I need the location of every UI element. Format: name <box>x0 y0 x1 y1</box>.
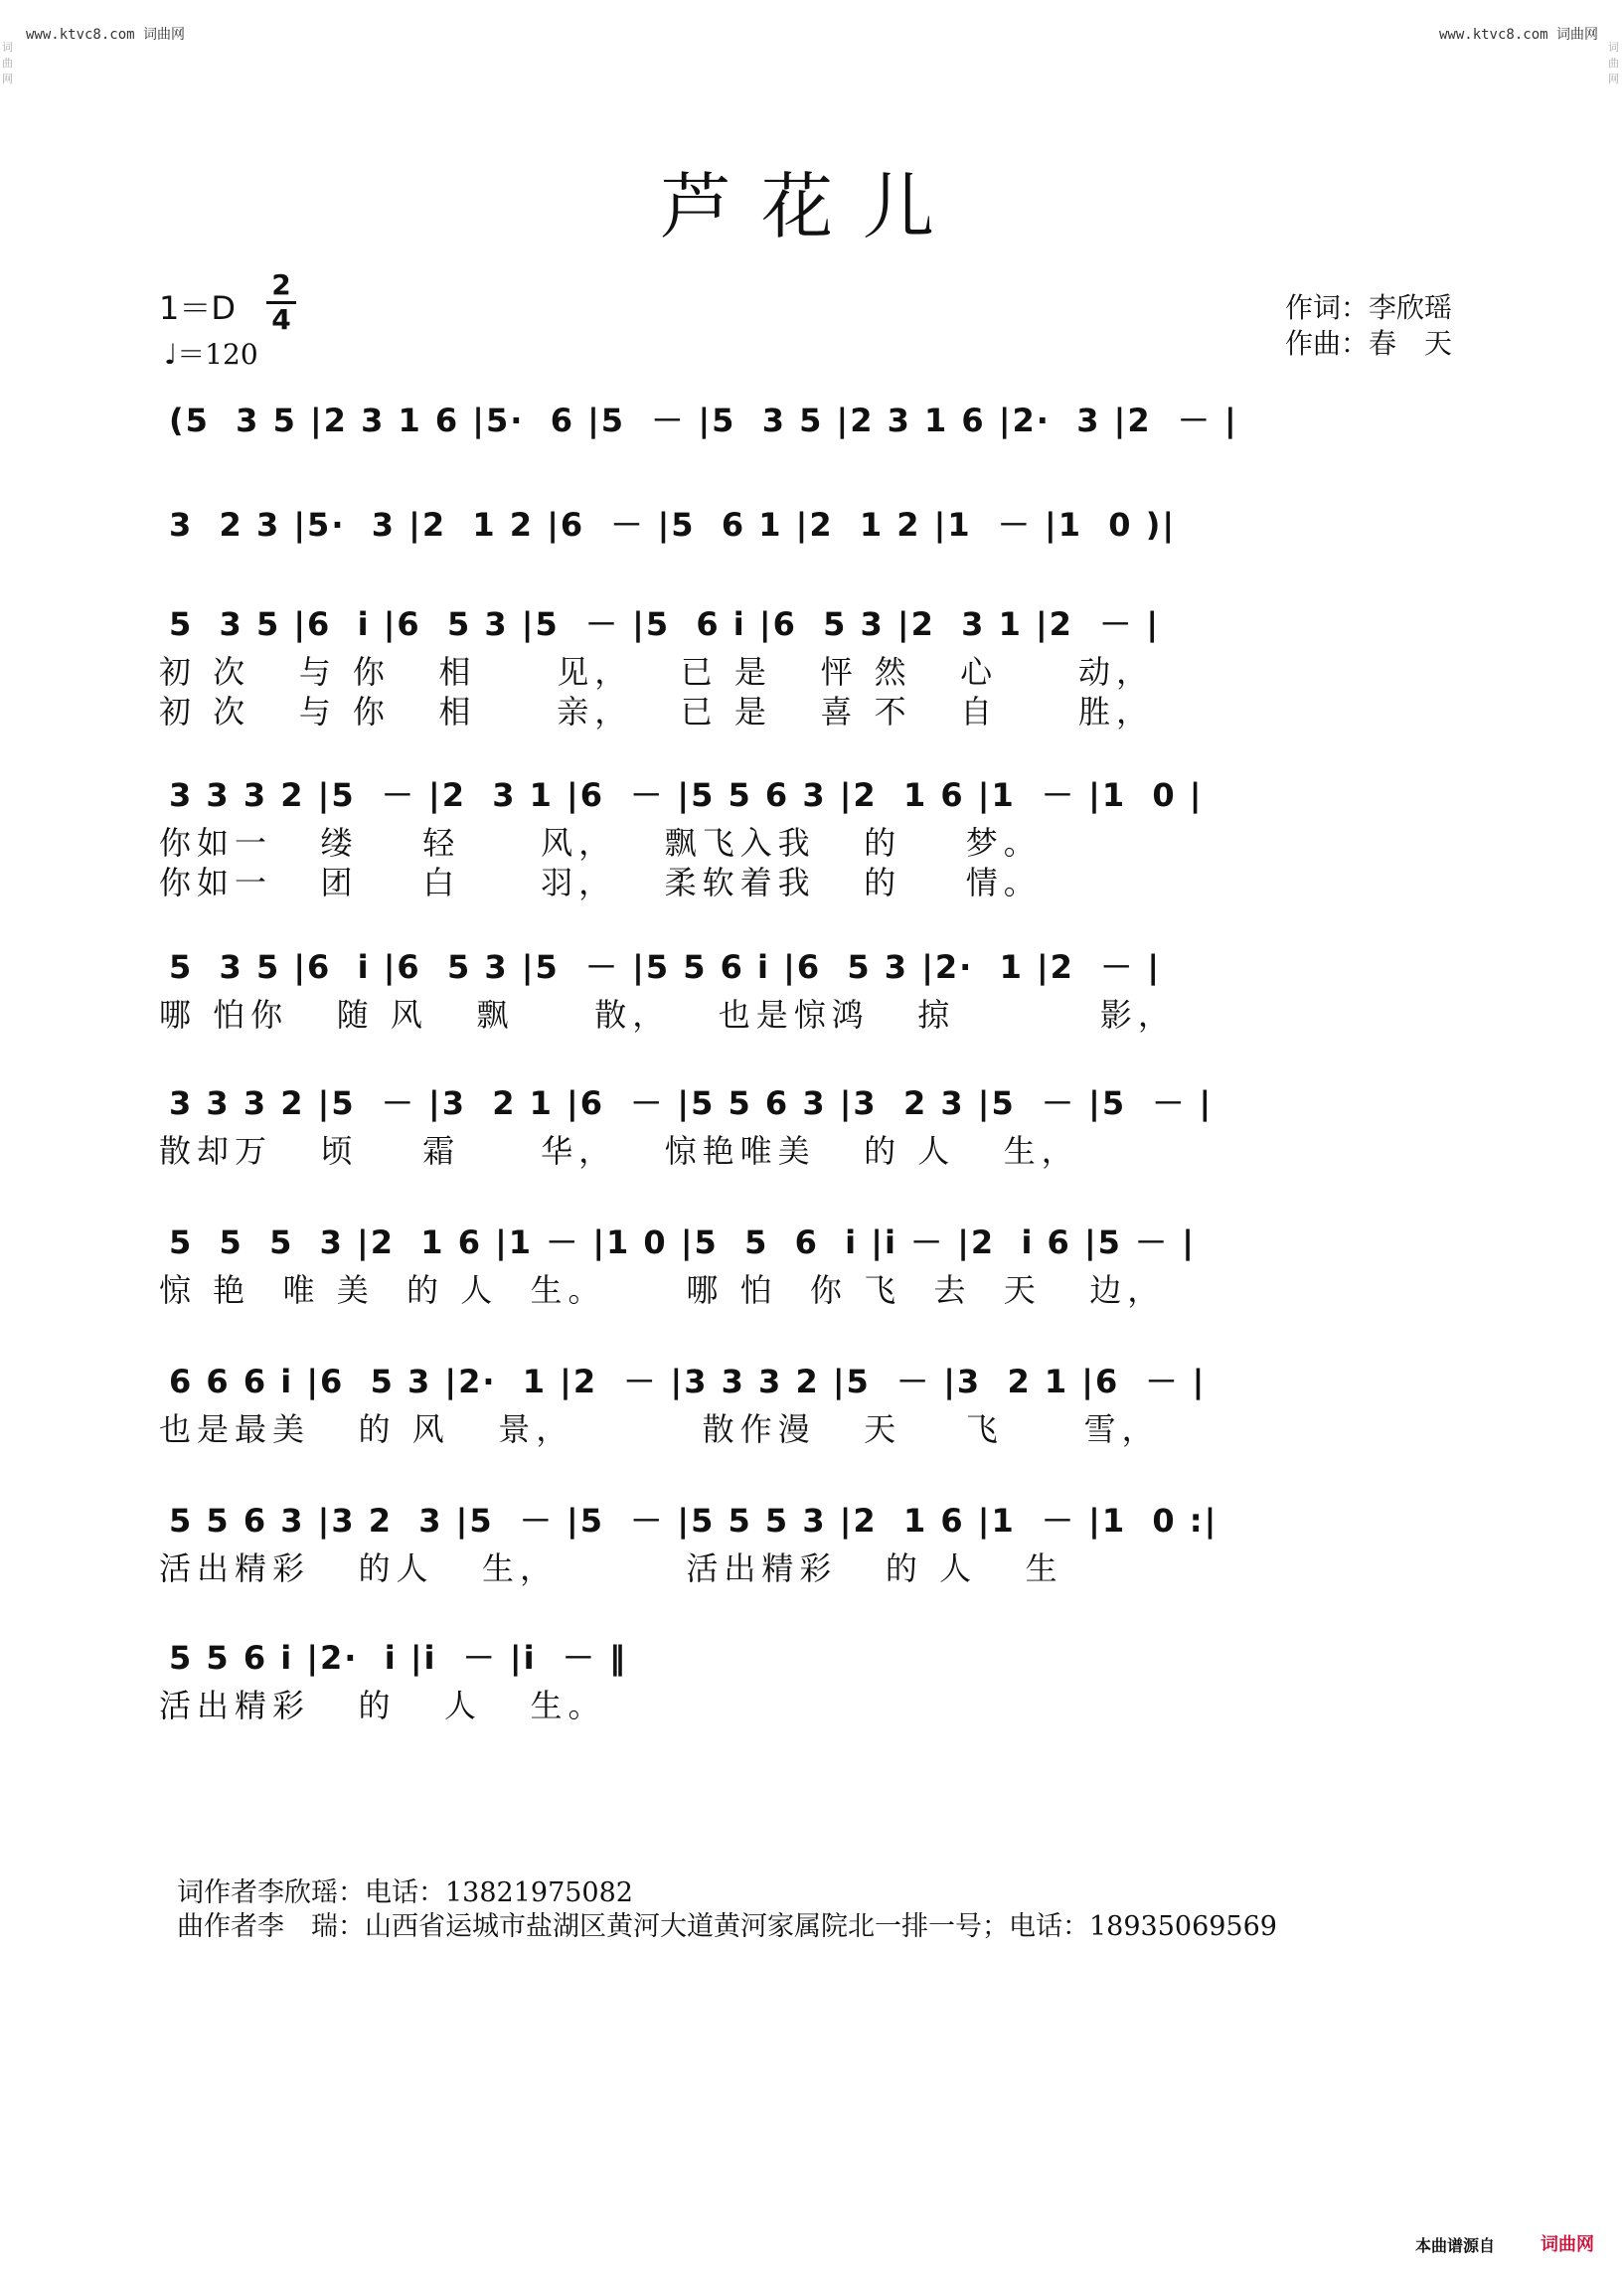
score-system <box>159 939 1481 1035</box>
jianpu-notes: 5 5 5 3 |2 1 6 |1 － |1 0 |5 5 6 i |i － |2 i 6 |5 － | <box>169 1223 1196 1261</box>
notation-line <box>159 393 1481 448</box>
composer-credit: 作曲：春 天 <box>1285 327 1453 360</box>
footer-lyricist-contact: 词作者李欣瑶：电话：13821975082 <box>177 1877 633 1908</box>
lyric-line: 也是最美 的 风 景， 散作漫 天 飞 雪， <box>159 1410 1160 1448</box>
notation-line <box>159 497 1481 553</box>
jianpu-notes: 5 3 5 |6 i |6 5 3 |5 － |5 6 i |6 5 3 |2 3 1 |2 － | <box>169 605 1161 643</box>
footer-contacts <box>177 1876 1277 1944</box>
jianpu-notes: 5 5 6 i |2· i |i － |i － ‖ <box>169 1639 627 1677</box>
header-left-url: www.ktvc8.com 词曲网 <box>26 27 186 43</box>
notation-line <box>159 1215 1481 1270</box>
score-system <box>159 1215 1481 1310</box>
score-system <box>159 1354 1481 1449</box>
lyric-line: 散却万 顷 霜 华， 惊艳唯美 的 人 生， <box>159 1132 1079 1170</box>
jianpu-notes: 6 6 6 i |6 5 3 |2· 1 |2 － |3 3 3 2 |5 － |3 2 1 |6 － | <box>169 1363 1207 1400</box>
jianpu-notes: 5 5 6 3 |3 2 3 |5 － |5 － |5 5 5 3 |2 1 6 |1 － |1 0 :| <box>169 1502 1218 1540</box>
jianpu-notes: 3 3 3 2 |5 － |3 2 1 |6 － |5 5 6 3 |3 2 3 |5 － |5 － | <box>169 1084 1214 1122</box>
source-site: 词曲网 <box>1541 2234 1594 2255</box>
notation-line <box>159 1075 1481 1131</box>
lyric-line: 你如一 团 白 羽， 柔软着我 的 情。 <box>159 864 1042 901</box>
score-system <box>159 596 1481 732</box>
lyric-line: 哪 怕你 随 风 飘 散， 也是惊鸿 掠 影， <box>159 996 1176 1034</box>
score-system <box>159 1630 1481 1725</box>
tempo-marking: ♩＝120 <box>164 338 258 371</box>
score-system <box>159 497 1481 553</box>
lyric-line: 活出精彩 的人 生， 活出精彩 的 人 生 <box>159 1549 1063 1587</box>
score-system <box>159 393 1481 448</box>
meter-bottom: 4 <box>271 303 291 336</box>
notation-line <box>159 1354 1481 1409</box>
time-signature <box>266 270 296 335</box>
header-right-url: www.ktvc8.com 词曲网 <box>1438 27 1598 43</box>
notation-line <box>159 596 1481 652</box>
notation-line <box>159 767 1481 823</box>
lyric-line: 惊 艳 唯 美 的 人 生。 哪 怕 你 飞 去 天 边， <box>159 1271 1166 1309</box>
left-watermark: 词曲网 <box>2 41 13 85</box>
meter-top: 2 <box>271 268 291 301</box>
lyric-line: 初 次 与 你 相 见， 已 是 怦 然 心 动， <box>159 653 1154 691</box>
notation-line <box>159 1630 1481 1686</box>
lyric-line: 你如一 缕 轻 风， 飘飞入我 的 梦。 <box>159 824 1042 862</box>
source-label: 本曲谱源自 <box>1414 2236 1495 2255</box>
notation-line <box>159 1493 1481 1548</box>
jianpu-notes: 5 3 5 |6 i |6 5 3 |5 － |5 5 6 i |6 5 3 |2· 1 |2 － | <box>169 948 1162 986</box>
score-system <box>159 767 1481 902</box>
jianpu-notes: (5 3 5 |2 3 1 6 |5· 6 |5 － |5 3 5 |2 3 1 6 |2· 3 |2 － | <box>169 402 1238 439</box>
score-system <box>159 1075 1481 1171</box>
right-watermark: 词曲网 <box>1608 41 1619 85</box>
jianpu-notes: 3 3 3 2 |5 － |2 3 1 |6 － |5 5 6 3 |2 1 6 |1 － |1 0 | <box>169 776 1204 814</box>
page-title: 芦花儿 <box>659 165 964 248</box>
footer-composer-contact: 曲作者李 瑞：山西省运城市盐湖区黄河大道黄河家属院北一排一号；电话：18935069569 <box>177 1911 1277 1942</box>
lyricist-credit: 作词：李欣瑶 <box>1285 291 1453 324</box>
notation-line <box>159 939 1481 995</box>
credits <box>1285 290 1452 362</box>
jianpu-notes: 3 2 3 |5· 3 |2 1 2 |6 － |5 6 1 |2 1 2 |1 － |1 0 )| <box>169 506 1177 544</box>
key-signature: 1＝D <box>159 289 237 327</box>
lyric-line: 初 次 与 你 相 亲， 已 是 喜 不 自 胜， <box>159 693 1154 731</box>
lyric-line: 活出精彩 的 人 生。 <box>159 1687 606 1724</box>
score-system <box>159 1493 1481 1588</box>
